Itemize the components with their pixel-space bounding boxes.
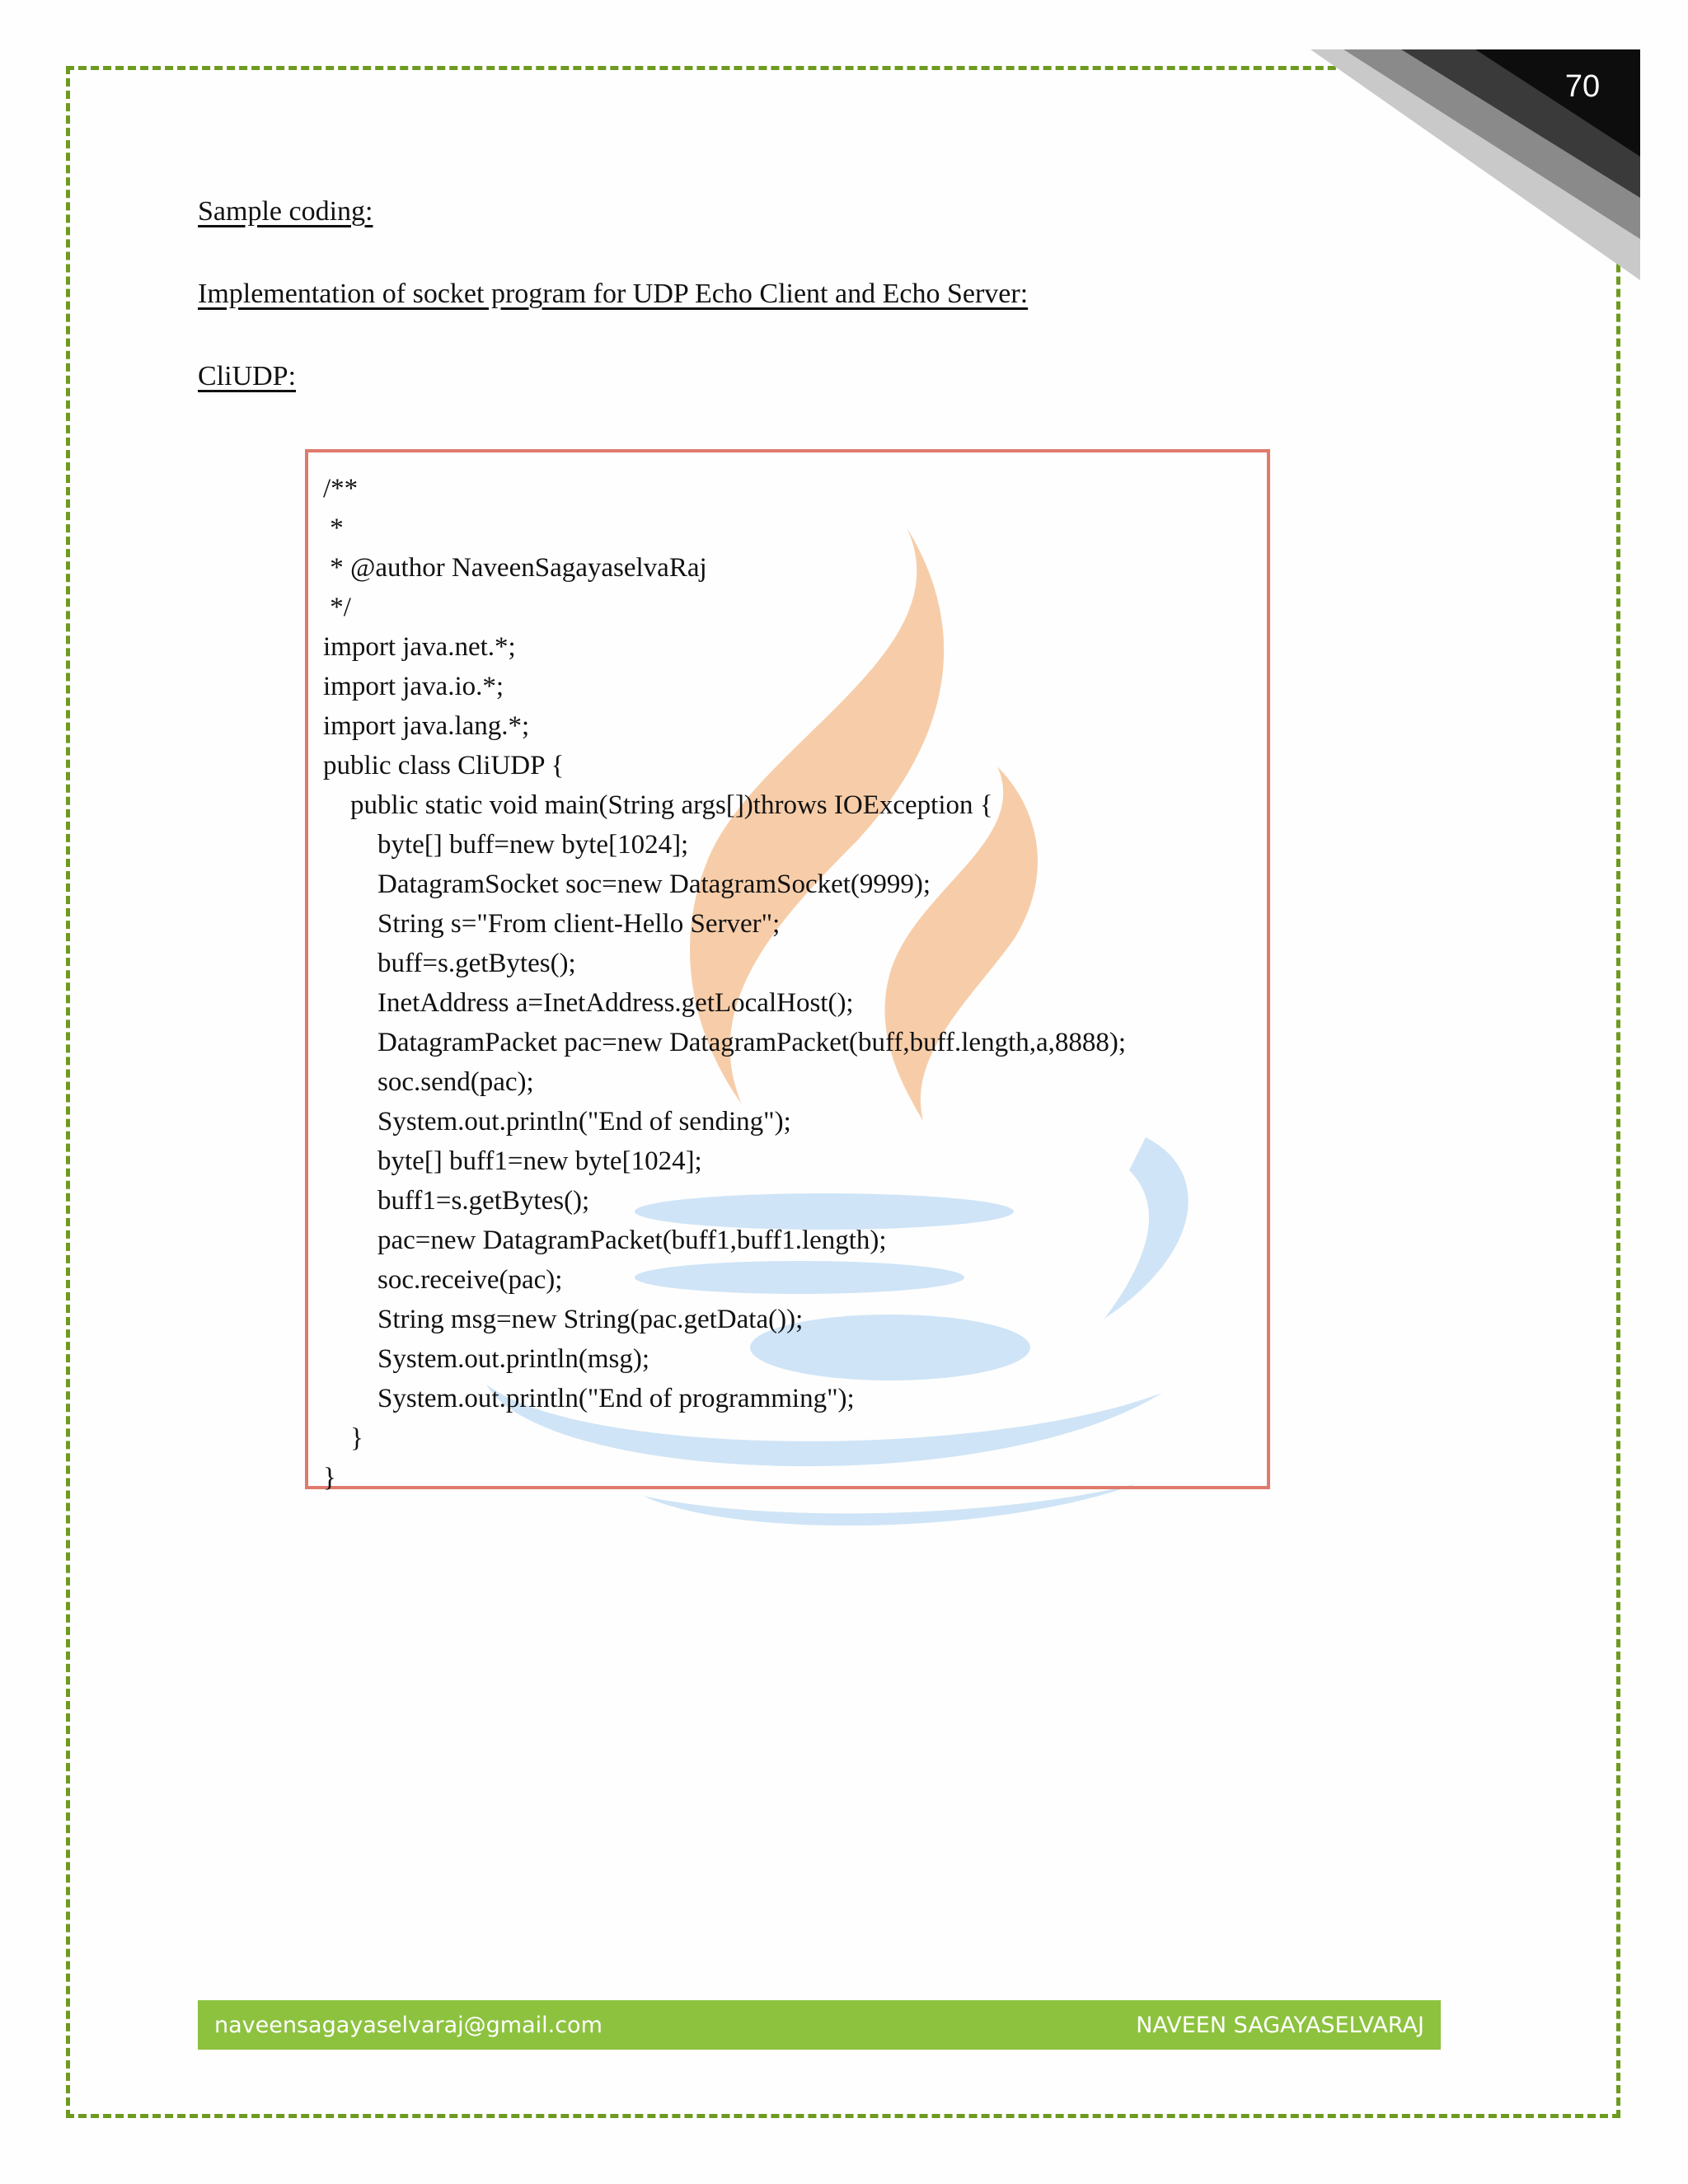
code-line: soc.send(pac); bbox=[323, 1067, 534, 1097]
code-line: String s="From client-Hello Server"; bbox=[323, 909, 781, 939]
code-line: soc.receive(pac); bbox=[323, 1265, 563, 1295]
program-name-heading: CliUDP: bbox=[198, 361, 297, 391]
code-line: import java.lang.*; bbox=[323, 711, 530, 741]
footer-author: NAVEEN SAGAYASELVARAJ bbox=[1136, 2012, 1424, 2038]
code-line: DatagramPacket pac=new DatagramPacket(buff,buff.length,a,8888); bbox=[323, 1028, 1127, 1057]
code-line: import java.net.*; bbox=[323, 632, 516, 662]
code-line: System.out.println("End of sending"); bbox=[323, 1107, 791, 1137]
code-line: } bbox=[323, 1463, 336, 1493]
code-line: public static void main(String args[])throws IOException { bbox=[323, 790, 993, 820]
implementation-heading: Implementation of socket program for UDP Echo Client and Echo Server: bbox=[198, 279, 1029, 309]
footer-email: naveensagayaselvaraj@gmail.com bbox=[214, 2012, 603, 2038]
code-line: */ bbox=[323, 593, 351, 622]
code-line: * @author NaveenSagayaselvaRaj bbox=[323, 553, 707, 583]
page-number: 70 bbox=[1564, 69, 1601, 104]
code-box bbox=[305, 449, 1270, 1493]
code-line: import java.io.*; bbox=[323, 672, 504, 701]
code-line: byte[] buff1=new byte[1024]; bbox=[323, 1146, 702, 1176]
sample-coding-heading: Sample coding: bbox=[198, 196, 373, 227]
code-line: System.out.println("End of programming"); bbox=[323, 1384, 855, 1413]
code-line: pac=new DatagramPacket(buff1,buff1.length); bbox=[323, 1226, 887, 1255]
code-line: String msg=new String(pac.getData()); bbox=[323, 1305, 804, 1334]
code-line: System.out.println(msg); bbox=[323, 1344, 649, 1374]
footer-bar bbox=[198, 2000, 1441, 2050]
code-line: buff1=s.getBytes(); bbox=[323, 1186, 590, 1216]
code-line: InetAddress a=InetAddress.getLocalHost(); bbox=[323, 988, 854, 1018]
code-line: /** bbox=[323, 474, 359, 504]
code-line: DatagramSocket soc=new DatagramSocket(9999); bbox=[323, 869, 931, 899]
code-line: * bbox=[323, 513, 344, 543]
code-line: byte[] buff=new byte[1024]; bbox=[323, 830, 689, 860]
code-line: buff=s.getBytes(); bbox=[323, 949, 576, 978]
code-line: } bbox=[323, 1423, 363, 1453]
code-line: public class CliUDP { bbox=[323, 751, 565, 780]
